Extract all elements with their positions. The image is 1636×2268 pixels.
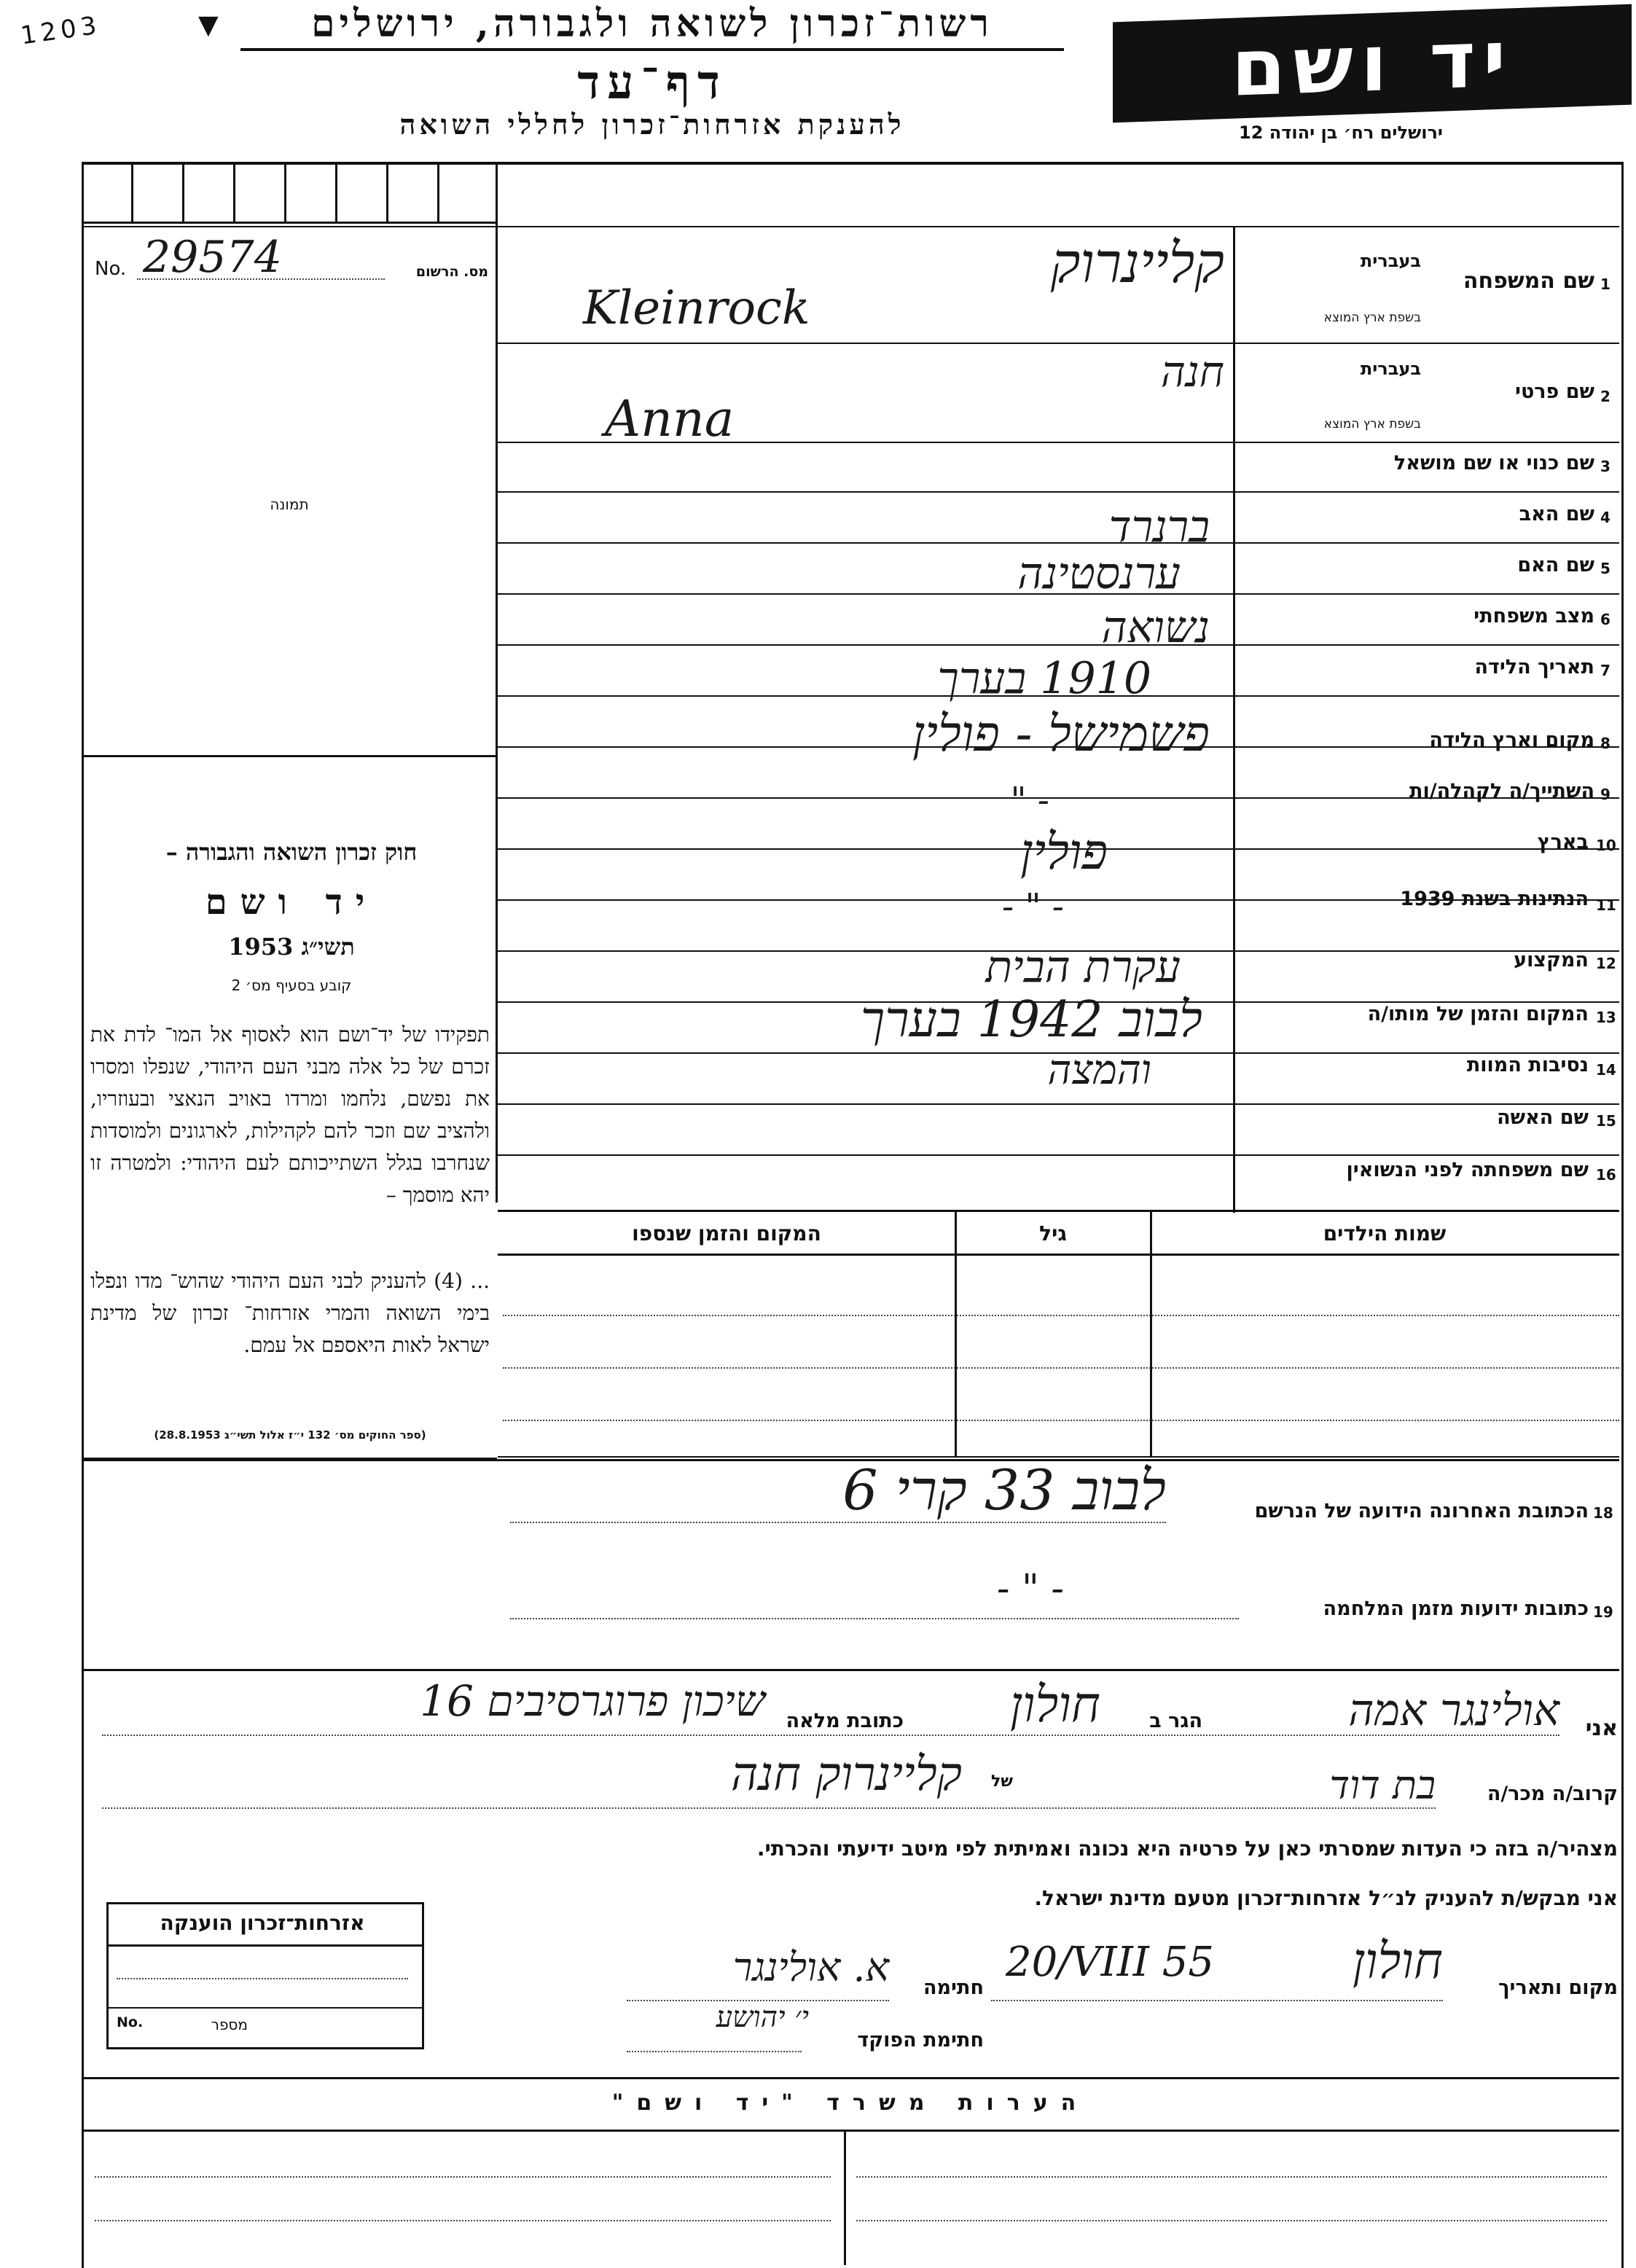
field-8-value: פשמישל - פולין <box>912 705 1210 763</box>
law-title: חוק זכרון השואה והגבורה – <box>165 838 418 866</box>
field-4-value: ברנרד <box>1108 501 1210 552</box>
field-15-number: 15 <box>1596 1112 1616 1130</box>
registry-no-label: No. <box>95 258 127 280</box>
field-7-number: 7 <box>1600 662 1610 679</box>
field-9-label: השתייך/ה לקהלה/ות <box>1409 780 1594 802</box>
field-1-label: שם המשפחה <box>1463 268 1594 294</box>
field-7-label: תאריך הלידה <box>1474 656 1594 679</box>
law-year: תשי״ג 1953 <box>228 933 355 961</box>
field-2-value-heb: חנה <box>1160 347 1224 396</box>
registry-number: 29574 <box>143 232 282 283</box>
law-clause: קובע בסעיף מס׳ 2 <box>231 977 352 994</box>
last-address-label: הכתובת האחרונה הידועה של הנרשם <box>1254 1500 1589 1522</box>
field-14-label: נסיבות המוות <box>1466 1054 1589 1076</box>
field-14-value: והמצה <box>1047 1047 1151 1094</box>
declaration-text: מצהיר/ה בזה כי העדות שמסרתי כאן על פרטיה היא נכונה ואמיתית לפי מיטב ידיעתי והכרתי. <box>756 1837 1618 1861</box>
field-3-number: 3 <box>1600 458 1610 475</box>
children-header-place-time: המקום והזמן שנספו <box>632 1221 821 1246</box>
address: ירושלים רח׳ בן יהודה 12 <box>1239 122 1443 143</box>
form-title: דף־עד <box>577 55 727 110</box>
declarant-ani: אני <box>1585 1716 1618 1741</box>
yad-vashem-logo <box>1113 4 1632 123</box>
of-name: קליינרוק חנה <box>730 1748 962 1802</box>
field-12-label: המקצוע <box>1514 949 1589 971</box>
field-1-number: 1 <box>1600 275 1610 293</box>
law-source: (ספר החוקים מס׳ 132 י״ז אלול תשי״ג 28.8.1953) <box>154 1428 426 1442</box>
law-body-2: ... (4) להעניק לבני העם היהודי שהוש־ מדו ונפלו בימי השואה והמרי אזרחות־ זכרון של מדינת ישראל לאות היאספם אל עמם. <box>90 1269 490 1357</box>
field-16-label: שם משפחתה לפני הנשואין <box>1346 1159 1589 1181</box>
date-value: 20/VIII 55 <box>1006 1939 1214 1986</box>
law-body-1: תפקידו של יד־ושם הוא לאסוף אל המו־ לדת את זכרם של כל אלה מבני העם היהודי, שנפלו ומסרו את נפשם, נלחמו ומרדו באויב הנאצי ובעוזריו, ולהציב שם וזכר להם לקהילות, לארגונים ולמוסדות שנחרבו בגלל השתייכותם לעם היהודי: ולמטרה זו יהא מוסמך – <box>90 1022 490 1207</box>
photo-label: תמונה <box>270 496 309 513</box>
field-10-label: בארץ <box>1537 831 1589 853</box>
officer-label: חתימת הפוקד <box>857 2029 984 2052</box>
field-4-number: 4 <box>1600 509 1610 526</box>
field-4-label: שם האב <box>1519 503 1594 525</box>
last-address-number: 18 <box>1593 1504 1613 1522</box>
field-1-value-orig: Kleinrock <box>583 281 810 335</box>
field-6-value: נשואה <box>1101 602 1210 653</box>
field-3-label: שם כנוי או שם מושאל <box>1393 452 1594 474</box>
field-2-sub-heb: בעברית <box>1360 359 1421 379</box>
relation-value: בת דוד <box>1329 1762 1436 1808</box>
field-5-value: ערנסטינה <box>1017 548 1181 599</box>
field-12-number: 12 <box>1596 955 1616 972</box>
last-address-value: לבוב 33 קרי 6 <box>842 1458 1166 1522</box>
field-13-number: 13 <box>1596 1009 1616 1026</box>
place-date-label: מקום ותאריך <box>1498 1976 1618 1999</box>
field-9-value: " - <box>1010 780 1049 821</box>
stamp-mark-icon: ▼ <box>198 10 219 40</box>
certificate-number-label: מספר <box>211 2016 248 2033</box>
certificate-no-label: No. <box>117 2014 144 2030</box>
declarant-city: חולון <box>1009 1676 1100 1734</box>
field-5-label: שם האם <box>1517 554 1594 576</box>
field-13-label: המקום והזמן של מותו/ה <box>1367 1003 1589 1025</box>
field-8-label: מקום וארץ הלידה <box>1429 729 1594 751</box>
field-6-label: מצב משפחתי <box>1473 605 1594 627</box>
field-9-number: 9 <box>1600 786 1610 803</box>
field-11-number: 11 <box>1596 896 1616 914</box>
signature-label: חתימה <box>923 1976 984 1999</box>
field-14-number: 14 <box>1596 1061 1616 1079</box>
certificate-title: אזרחות־זכרון הוענקה <box>160 1911 365 1935</box>
org-line: רשות־זכרון לשואה ולגבורה, ירושלים <box>240 0 1064 51</box>
declarant-resides-label: הגר ב <box>1149 1710 1202 1732</box>
law-name: יד ושם <box>205 882 378 923</box>
field-5-number: 5 <box>1600 560 1610 577</box>
field-8-number: 8 <box>1600 735 1610 752</box>
declarant-name: אולינגר אמה <box>1348 1685 1559 1736</box>
stamp-number: 1203 <box>18 10 103 51</box>
office-notes-title: הערות משרד "יד ושם" <box>611 2090 1089 2116</box>
signature-value: א. אולינגר <box>732 1944 889 1990</box>
field-11-label: הנתינות בשנת 1939 <box>1400 888 1589 910</box>
officer-signature: י׳ יהושע <box>716 2001 809 2034</box>
war-address-label: כתובות ידועות מזמן המלחמה <box>1323 1598 1589 1620</box>
full-address-value: שיכון פרוגרסיבים 16 <box>420 1676 765 1726</box>
place-value: חולון <box>1352 1933 1443 1990</box>
field-2-value-orig: Anna <box>605 391 735 448</box>
field-1-sub-heb: בעברית <box>1360 251 1421 271</box>
logo-text: יד ושם <box>1231 12 1514 114</box>
form-subtitle: להענקת אזרחות־זכרון לחללי השואה <box>399 108 905 141</box>
field-1-value-heb: קליינרוק <box>1050 230 1224 295</box>
field-16-number: 16 <box>1596 1166 1616 1184</box>
registry-label: מס. הרשום <box>415 264 488 280</box>
field-2-number: 2 <box>1600 388 1610 405</box>
children-header-names: שמות הילדים <box>1323 1221 1447 1246</box>
of-label: של <box>991 1772 1013 1791</box>
war-address-value: - " - <box>996 1567 1064 1611</box>
field-2-sub-orig: בשפת ארץ המוצא <box>1323 417 1421 431</box>
field-1-sub-orig: בשפת ארץ המוצא <box>1323 310 1421 325</box>
field-2-label: שם פרטי <box>1515 380 1594 403</box>
field-7-value: 1910 בערך <box>937 653 1151 704</box>
request-text: אני מבקש/ת להעניק לנ״ל אזרחות־זכרון מטעם מדינת ישראל. <box>1034 1886 1618 1910</box>
field-11-value: - " - <box>1001 886 1064 927</box>
field-10-value: פולין <box>1020 824 1108 881</box>
full-address-label: כתובת מלאה <box>786 1710 904 1732</box>
relation-label: קרוב/ה מכר/ה <box>1487 1783 1618 1805</box>
field-10-number: 10 <box>1596 837 1616 854</box>
field-12-value: עקרת הבית <box>985 942 1181 993</box>
field-15-label: שם האשה <box>1497 1106 1589 1129</box>
field-13-value: לבוב 1942 בערך <box>860 991 1202 1049</box>
children-header-age: גיל <box>1039 1221 1067 1246</box>
field-6-number: 6 <box>1600 611 1610 628</box>
war-address-number: 19 <box>1593 1603 1613 1621</box>
